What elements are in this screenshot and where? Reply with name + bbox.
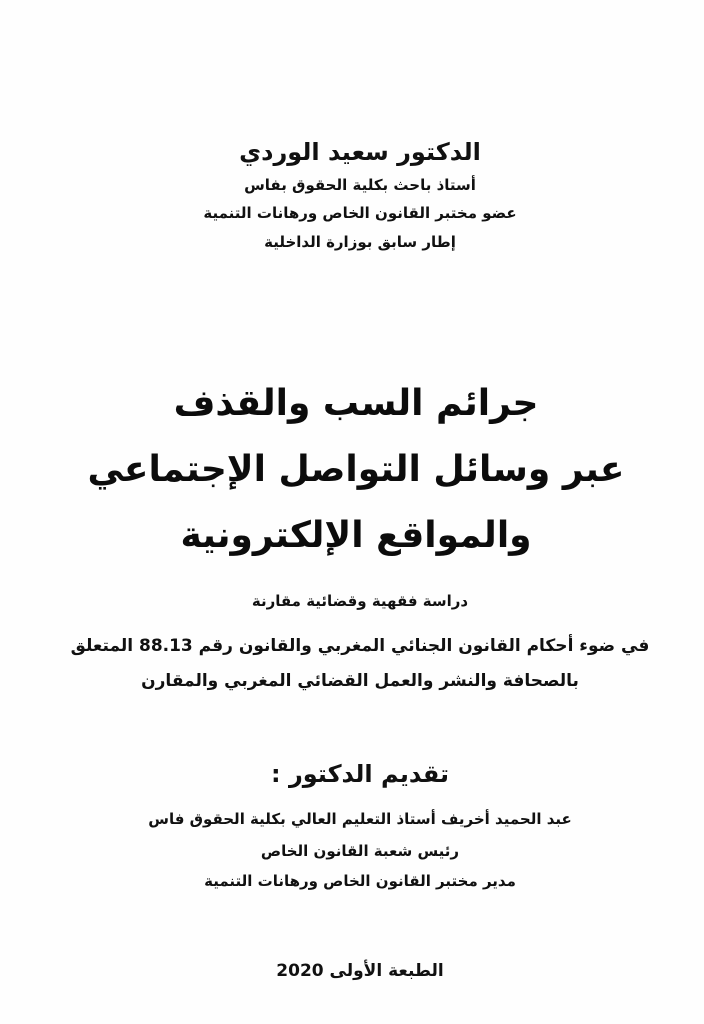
preface-line: رئيس شعبة القانون الخاص (260, 842, 460, 860)
context-line: بالصحافة والنشر والعمل القضائي المغربي والمقارن (141, 671, 579, 691)
book-title-line: جرائم السب والقذف (173, 383, 539, 424)
preface-heading: تقديم الدكتور : (270, 760, 449, 788)
author-role: عضو مختبر القانون الخاص ورهانات التنمية (203, 204, 517, 222)
context-line: في ضوء أحكام القانون الجنائي المغربي والقانون رقم 88.13 المتعلق (70, 636, 650, 656)
author-role: إطار سابق بوزارة الداخلية (264, 233, 456, 251)
book-title-line: والمواقع الإلكترونية (180, 515, 532, 556)
book-title-line: عبر وسائل التواصل الإجتماعي (87, 449, 625, 490)
edition: الطبعة الأولى 2020 (276, 961, 444, 981)
author-name: الدكتور سعيد الوردي (239, 138, 481, 166)
author-role: أستاذ باحث بكلية الحقوق بفاس (244, 176, 476, 194)
subtitle: دراسة فقهية وقضائية مقارنة (251, 592, 469, 610)
preface-line: مدير مختبر القانون الخاص ورهانات التنمية (204, 872, 516, 890)
preface-line: عبد الحميد أخريف أستاذ التعليم العالي بكلية الحقوق فاس (148, 810, 572, 828)
